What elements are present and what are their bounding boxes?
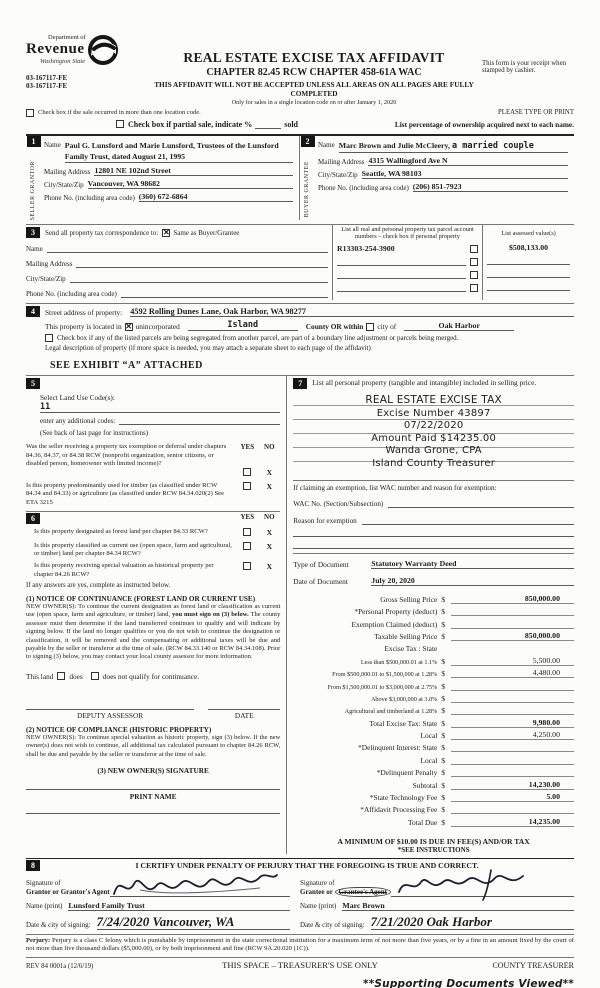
partial-sale-checkbox[interactable] xyxy=(116,120,124,128)
land-use-value[interactable]: 11 xyxy=(40,402,280,413)
reason-field-2[interactable] xyxy=(293,536,574,537)
grantee-signature-label: Signature of Grantee or Grantee's Agent xyxy=(300,879,391,897)
street-address-value[interactable]: 4592 Rolling Dunes Lane, Oak Harbor, WA 98277 xyxy=(130,307,574,317)
sec6-q1-yes-checkbox[interactable] xyxy=(243,528,251,536)
county-treasurer-label: COUNTY TREASURER xyxy=(492,960,574,970)
section-6-number: 6 xyxy=(26,513,40,524)
tax-label-delinquent-local: Local xyxy=(420,755,438,765)
dollar-sign: $ xyxy=(441,755,446,765)
buyer-side-label: BUYER GRANTEE xyxy=(303,161,310,218)
sec5-q1-yes-checkbox[interactable] xyxy=(243,468,251,476)
dollar-sign: $ xyxy=(441,619,446,629)
county-or-label: County OR within xyxy=(305,322,364,332)
header-checkbox-row-2 xyxy=(26,120,574,129)
does-not-label: does not qualify for continuance. xyxy=(102,671,200,681)
reason-label: Reason for exemption xyxy=(293,517,357,526)
sec5-yes-header: YES xyxy=(240,443,255,452)
buyer-csz-value[interactable]: Seattle, WA 98103 xyxy=(362,169,568,179)
notice1-body: NEW OWNER(S): To continue the current designation as forest land or classification as current use (open space, farm and agriculture, or timber) land, you must sign on (3) below. The county assessor must then determine if the land transferred continues to qualify and will indicate by signing below. If the land no longer qualifies or you do not wish to continue the designation or classification, it will be removed and the compensating or additional taxes will be due and payable by the seller or transferor at the time of sale. (RCW 84.33.140 or RCW 84.34.108). Prior to signing (3) below, you may contact your local county assessor for more information. xyxy=(26,602,281,661)
tax-label-tier2: From $500,000.01 to $1,500,000 at 1.28% xyxy=(332,671,438,679)
multiple-location-label: Check box if the sale occurred in more than one location code. xyxy=(38,109,201,116)
ownership-note: List percentage of ownership acquired next to each name. xyxy=(394,120,574,129)
perjury-bold: Perjury: xyxy=(26,936,51,944)
seller-mailing-value[interactable]: 12801 NE 102nd Street xyxy=(94,166,293,176)
tax-value-tier3[interactable] xyxy=(451,690,574,691)
sec6-q3-text: Is this property receiving special valuation as historical property per chapter 84.26 RCW? xyxy=(34,562,214,578)
grantee-name-print-label: Name (print) xyxy=(300,901,337,910)
section-5-number: 5 xyxy=(26,378,40,389)
partial-sale-suffix: sold xyxy=(284,120,299,129)
dollar-sign: $ xyxy=(441,743,446,753)
buyer-mailing-label: Mailing Address xyxy=(318,158,365,167)
tax-value-total-due[interactable]: 14,235.00 xyxy=(451,817,574,827)
type-of-document-value[interactable]: Statutory Warranty Deed xyxy=(371,559,574,569)
dollar-sign: $ xyxy=(441,594,446,604)
land-use-label: Select Land Use Code(s): xyxy=(40,393,115,403)
seller-phone-label: Phone No. (including area code) xyxy=(44,194,135,203)
grantor-signature xyxy=(110,868,280,902)
notice2-body: NEW OWNER(S): To continue special valuation as historic property, sign (3) below. If the new owner(s) does not wish to continue, all additional tax calculated pursuant to chapter 84.26 RCW, shall be due and payable by the seller or transferor at the time of sale. xyxy=(26,733,281,758)
grantor-signature-label: Signature of Grantor or Grantor's Agent xyxy=(26,878,110,896)
dollar-sign: $ xyxy=(441,681,446,691)
parcel-number-1[interactable]: R13303-254-3900 xyxy=(337,244,395,254)
exhibit-note: SEE EXHIBIT “A” ATTACHED xyxy=(50,360,203,372)
parcel-number-2-field[interactable] xyxy=(337,265,466,266)
parcel-1-personal-checkbox[interactable] xyxy=(470,245,478,253)
unincorporated-checkbox[interactable]: ✕ xyxy=(125,322,132,332)
excise-stamp-zone xyxy=(293,392,574,476)
print-name-line[interactable] xyxy=(26,813,280,814)
tax-value-processing-fee[interactable] xyxy=(451,813,574,814)
dor-logo xyxy=(26,34,146,90)
deputy-assessor-label: DEPUTY ASSESSOR xyxy=(77,710,144,720)
legal-description-label: Legal description of property (if more space is needed, you may attach a separate sheet to each page of the affidavit) xyxy=(45,344,371,353)
additional-codes-field[interactable] xyxy=(119,424,280,425)
corr-csz-field[interactable] xyxy=(70,282,328,283)
city-value[interactable]: Oak Harbor xyxy=(404,321,514,331)
sec6-q3-no-mark[interactable]: X xyxy=(266,562,272,572)
form-title: REAL ESTATE EXCISE TAX AFFIDAVIT xyxy=(183,50,445,65)
tax-value-penalty[interactable] xyxy=(451,776,574,777)
dollar-sign: $ xyxy=(441,805,446,815)
sec6-q1-no-mark[interactable]: X xyxy=(266,527,272,537)
see-back-note: (See back of last page for instructions) xyxy=(40,429,149,438)
grantor-date-city-label: Date & city of signing: xyxy=(26,920,91,929)
seller-name-label: Name xyxy=(44,141,61,149)
seller-name-value[interactable]: Paul G. Lunsford and Marie Lunsford, Trustees of the Lunsford Family Trust, dated August 21, 1995 xyxy=(65,141,293,163)
grantee-date-city-value: 7/21/2020 Oak Harbor xyxy=(370,913,492,929)
buyer-mailing-value[interactable]: 4315 Wallingford Ave N xyxy=(368,156,568,166)
assessed-value-4-field[interactable] xyxy=(487,290,570,291)
section-1-number: 1 xyxy=(27,136,41,147)
logo-dept-text: Department of xyxy=(48,34,86,41)
grantor-date-city-line[interactable] xyxy=(97,914,290,930)
type-or-print-label: PLEASE TYPE OR PRINT xyxy=(498,109,574,116)
assessed-value-1[interactable]: $508,133.00 xyxy=(509,243,548,253)
parcel-column-header: List all real and personal property tax parcel account numbers – check box if personal property xyxy=(341,226,474,241)
section-4-number: 4 xyxy=(26,306,40,317)
tax-label-gross: Gross Selling Price xyxy=(380,594,438,604)
tax-label-tech-fee: *State Technology Fee xyxy=(369,793,438,803)
seller-csz-value[interactable]: Vancouver, WA 98682 xyxy=(88,179,293,189)
corr-mailing-field[interactable] xyxy=(76,267,328,268)
if-yes-note: If any answers are yes, complete as instructed below. xyxy=(26,581,171,589)
grantee-agent-struck: Grantee's Agent xyxy=(335,887,391,897)
personal-property-label: List all personal property (tangible and intangible) included in selling price. xyxy=(312,378,537,388)
tax-label-local: Local xyxy=(420,731,438,741)
stamp-amount-paid: Amount Paid $14235.00 xyxy=(371,432,497,444)
grantee-signature xyxy=(391,868,541,902)
certification-section xyxy=(26,858,574,930)
tax-value-local[interactable]: 4,250.00 xyxy=(451,730,574,740)
stamp-date: 07/22/2020 xyxy=(403,420,464,432)
treasurer-stamp xyxy=(293,392,574,476)
tax-value-agricultural[interactable] xyxy=(451,714,574,715)
section-8-number: 8 xyxy=(26,860,40,871)
date-of-document-value[interactable]: July 20, 2020 xyxy=(371,576,574,586)
sec6-q2-text: Is this property classified as current use (open space, farm and agricultural, or timber) land per chapter 84.34 RCW? xyxy=(34,541,232,558)
tax-label-total-state: Total Excise Tax: State xyxy=(369,718,438,728)
tax-label-processing-fee: *Affidavit Processing Fee xyxy=(360,805,438,815)
dollar-sign: $ xyxy=(441,817,446,827)
does-not-checkbox[interactable] xyxy=(91,672,99,680)
corr-mailing-label: Mailing Address xyxy=(26,260,73,269)
tax-value-taxable[interactable]: 850,000.00 xyxy=(451,631,574,641)
same-as-buyer-label: Same as Buyer/Grantee xyxy=(173,228,240,237)
parcel-3-personal-checkbox[interactable] xyxy=(470,271,478,279)
street-address-label: Street address of property: xyxy=(45,308,123,318)
corr-phone-field[interactable] xyxy=(121,297,328,298)
see-instructions-note: *SEE INSTRUCTIONS xyxy=(397,845,470,854)
sec5-q1-no-mark[interactable]: X xyxy=(266,468,272,478)
sec6-q2-no-mark[interactable]: X xyxy=(266,541,272,551)
assessed-value-3-field[interactable] xyxy=(487,277,570,278)
tax-value-exemption[interactable] xyxy=(451,628,574,629)
header-checkbox-row-1 xyxy=(26,109,574,117)
sec6-no-header: NO xyxy=(264,512,275,521)
corr-name-field[interactable] xyxy=(47,252,328,253)
left-column xyxy=(26,376,286,853)
segregated-checkbox[interactable] xyxy=(45,334,53,342)
parties-section xyxy=(26,134,574,220)
stamp-treasurer-office: Island County Treasurer xyxy=(372,458,496,469)
certify-statement: I CERTIFY UNDER PENALTY OF PERJURY THAT THE FOREGOING IS TRUE AND CORRECT. xyxy=(135,860,479,870)
tax-value-tier4[interactable] xyxy=(451,702,574,703)
partial-sale-label: Check box if partial sale, indicate % xyxy=(128,120,253,129)
form-warning: THIS AFFIDAVIT WILL NOT BE ACCEPTED UNLESS ALL AREAS ON ALL PAGES ARE FULLY COMPLETED xyxy=(154,80,474,98)
dollar-sign: $ xyxy=(441,731,446,741)
grantee-date-city-label: Date & city of signing: xyxy=(300,920,365,929)
rev-number: REV 84 0001a (12/6/19) xyxy=(26,962,94,970)
sec6-yes-header: YES xyxy=(240,512,255,521)
tax-value-tier2[interactable]: 4,480.00 xyxy=(451,668,574,678)
type-of-document-label: Type of Document xyxy=(293,560,349,570)
buyer-name-label: Name xyxy=(318,141,335,149)
seller-mailing-label: Mailing Address xyxy=(44,168,91,177)
tax-label-tier3: From $1,500,000.01 to $3,000,000 at 2.75% xyxy=(327,683,438,691)
footer-bar xyxy=(26,957,574,970)
form-subtitle: CHAPTER 82.45 RCW CHAPTER 458-61A WAC xyxy=(206,67,422,78)
reason-field-3[interactable] xyxy=(293,548,574,549)
tax-value-delinquent-state[interactable] xyxy=(451,751,574,752)
grantor-name-print-label: Name (print) xyxy=(26,901,63,910)
wac-label: WAC No. (Section/Subsection) xyxy=(293,500,384,509)
segregated-label: Check box if any of the listed parcels are being segregated from another parcel, are part of a boundary line adjustment or parcels being merged. xyxy=(57,334,459,343)
seller-side-label: SELLER GRANTOR xyxy=(29,161,36,221)
sec5-q1-text: Was the seller receiving a property tax exemption or deferral under chapters 84.36, 84.37, or 84.38 RCW (nonprofit organization, senior citizens, or disabled person, homeowner with limited income)? xyxy=(26,443,227,467)
grantee-signature-line[interactable] xyxy=(391,873,574,897)
section-3-number: 3 xyxy=(26,227,40,238)
tax-label-tier4: Above $3,000,000 at 3.0% xyxy=(370,695,438,703)
same-as-buyer-checkbox[interactable]: ✕ xyxy=(162,227,170,237)
located-in-label: This property is located in xyxy=(45,322,122,332)
stamp-excise-number: Excise Number 43897 xyxy=(376,407,491,419)
tax-label-taxable: Taxable Selling Price xyxy=(374,631,438,641)
right-column xyxy=(286,376,574,853)
revenue-swirl-icon xyxy=(86,34,120,68)
notice1-bold: you must sign on (3) below. xyxy=(171,611,249,619)
sec5-q2-yes-checkbox[interactable] xyxy=(243,482,251,490)
main-columns xyxy=(26,375,574,853)
partial-sale-percent-field[interactable] xyxy=(255,120,281,129)
grantee-date-city-line[interactable] xyxy=(371,914,574,930)
tax-label-subtotal: Subtotal xyxy=(412,780,438,790)
tax-value-gross[interactable]: 850,000.00 xyxy=(451,594,574,604)
city-checkbox[interactable] xyxy=(366,323,374,331)
seller-csz-label: City/State/Zip xyxy=(44,181,84,190)
this-land-label: This land xyxy=(26,671,54,681)
logo-revenue-text: Revenue xyxy=(26,41,85,57)
dollar-sign: $ xyxy=(441,780,446,790)
additional-codes-label: enter any additional codes: xyxy=(40,417,116,426)
stamp-title: REAL ESTATE EXCISE TAX xyxy=(365,394,502,407)
new-owner-signature-label: (3) NEW OWNER(S) SIGNATURE xyxy=(97,766,209,776)
corr-phone-label: Phone No. (including area code) xyxy=(26,290,117,299)
assessed-value-2-field[interactable] xyxy=(487,264,570,265)
form-number-1: 03-167117-FE xyxy=(26,74,68,82)
seller-phone-value[interactable]: (360) 672-6864 xyxy=(139,192,293,202)
exemption-note: If claiming an exemption, list WAC number and reason for exemption: xyxy=(293,480,574,492)
tax-computation xyxy=(293,591,574,826)
tax-label-tier1: Less than $500,000.01 at 1.1% xyxy=(360,658,438,666)
single-location-note: Only for sales in a single location code on or after January 1, 2020 xyxy=(231,99,397,106)
print-name-label: PRINT NAME xyxy=(129,792,177,802)
tax-label-agricultural: Agricultural and timberland at 1.28% xyxy=(344,708,438,716)
sec6-q1-text: Is this property designated as forest land per chapter 84.33 RCW? xyxy=(34,527,208,535)
dollar-sign: $ xyxy=(441,706,446,716)
buyer-name-serif: Marc Brown and Julie McCleery, xyxy=(338,141,450,150)
buyer-csz-label: City/State/Zip xyxy=(318,171,358,180)
property-address-section xyxy=(26,303,574,352)
grantor-date-city-value: 7/24/2020 Vancouver, WA xyxy=(96,913,235,929)
multiple-location-checkbox[interactable] xyxy=(26,109,34,117)
form-number-2: 03-167117-FE xyxy=(26,82,68,90)
tax-label-personal: *Personal Property (deduct) xyxy=(354,607,438,617)
treasurer-space-label: THIS SPACE – TREASURER'S USE ONLY xyxy=(222,959,378,970)
grantor-name-print-value[interactable]: Lunsford Family Trust xyxy=(68,901,290,911)
tax-value-total-state[interactable]: 9,980.00 xyxy=(451,718,574,728)
dollar-sign: $ xyxy=(441,669,446,679)
section-2-number: 2 xyxy=(301,136,315,147)
sec5-no-header: NO xyxy=(264,443,275,452)
seller-box xyxy=(26,136,300,220)
deputy-date-label: DATE xyxy=(234,710,254,720)
tax-label-penalty: *Delinquent Penalty xyxy=(376,768,438,778)
tax-value-tech-fee[interactable]: 5.00 xyxy=(451,792,574,802)
supporting-documents-stamp: **Supporting Documents Viewed** xyxy=(363,977,574,988)
tax-label-exemption: Exemption Claimed (deduct) xyxy=(351,619,438,629)
assessed-column-header: List assessed value(s) xyxy=(501,230,556,238)
buyer-name-value[interactable] xyxy=(339,141,568,153)
buyer-phone-value[interactable]: (206) 851-7923 xyxy=(413,182,568,192)
buyer-name-typed: a married couple xyxy=(451,141,534,151)
tax-value-tier1[interactable]: 5,500.00 xyxy=(451,656,574,666)
parcel-4-personal-checkbox[interactable] xyxy=(470,284,478,292)
buyer-phone-label: Phone No. (including area code) xyxy=(318,184,409,193)
grantor-signature-line[interactable] xyxy=(110,873,290,897)
corr-name-label: Name xyxy=(26,245,43,254)
corr-csz-label: City/State/Zip xyxy=(26,275,66,284)
minimum-fee-note: A MINIMUM OF $10.00 IS DUE IN FEE(S) AND/OR TAX xyxy=(337,836,530,846)
buyer-box xyxy=(300,136,574,220)
receipt-note: This form is your receipt when stamped by cashier. xyxy=(482,60,566,74)
tax-label-delinquent-state: *Delinquent Interest: State xyxy=(358,743,438,753)
header xyxy=(26,34,574,106)
dollar-sign: $ xyxy=(441,607,446,617)
wac-field[interactable] xyxy=(388,507,574,508)
parcel-number-4-field[interactable] xyxy=(337,291,466,292)
send-correspondence-label: Send all property tax correspondence to: xyxy=(45,228,159,237)
section-7-number: 7 xyxy=(293,378,307,389)
reason-field-1[interactable] xyxy=(362,524,574,525)
dollar-sign: $ xyxy=(441,793,446,803)
city-of-label: city of xyxy=(377,322,397,332)
logo-state-text: Washington State xyxy=(40,58,86,65)
dollar-sign: $ xyxy=(441,656,446,666)
date-of-document-label: Date of Document xyxy=(293,577,348,587)
tax-value-personal[interactable] xyxy=(451,615,574,616)
tax-label-total-due: Total Due xyxy=(408,817,438,827)
deputy-assessor-sign-line[interactable] xyxy=(26,709,194,710)
dollar-sign: $ xyxy=(441,631,446,641)
dollar-sign: $ xyxy=(441,768,446,778)
county-value[interactable]: Island xyxy=(188,320,298,331)
sec6-q2-yes-checkbox[interactable] xyxy=(243,542,251,550)
perjury-note: Perjury: Perjury is a class C felony which is punishable by imprisonment in the state correctional institution for a maximum term of not more than five years, or by a fine in an amount fixed by the court of not more than five thousand dollars ($5,000.00), or by both imprisonment and fine (RCW 9A.20.020 (1C)). xyxy=(26,934,574,954)
new-owner-signature-line[interactable] xyxy=(26,789,280,790)
dollar-sign: $ xyxy=(441,693,446,703)
notice2-title: (2) NOTICE OF COMPLIANCE (HISTORIC PROPERTY) xyxy=(26,725,212,734)
sec5-q2-no-mark[interactable]: X xyxy=(266,482,272,492)
dollar-sign: $ xyxy=(441,718,446,728)
tax-correspondence-section xyxy=(26,224,574,300)
sec6-q3-yes-checkbox[interactable] xyxy=(243,562,251,570)
tax-label-excise-state: Excise Tax : State xyxy=(384,644,438,654)
tax-value-subtotal[interactable]: 14,230.00 xyxy=(451,780,574,790)
unincorporated-label: unincorporated xyxy=(135,322,180,332)
sec5-q2-text: Is this property predominantly used for timber (as classified under RCW 84.34 and 84.33) or agriculture (as classified under RCW 84.34.020(2) See ETA 3215 xyxy=(26,482,225,506)
stamp-treasurer-name: Wanda Grone, CPA xyxy=(385,445,482,457)
does-checkbox[interactable] xyxy=(57,672,65,680)
parcel-2-personal-checkbox[interactable] xyxy=(470,258,478,266)
grantee-name-print-value[interactable]: Marc Brown xyxy=(342,901,574,911)
notice1-title: (1) NOTICE OF CONTINUANCE (FOREST LAND OR CURRENT USE) xyxy=(26,594,256,603)
does-label: does xyxy=(69,671,83,681)
deputy-date-line[interactable] xyxy=(208,709,280,710)
parcel-number-3-field[interactable] xyxy=(337,278,466,279)
tax-value-delinquent-local[interactable] xyxy=(451,764,574,765)
